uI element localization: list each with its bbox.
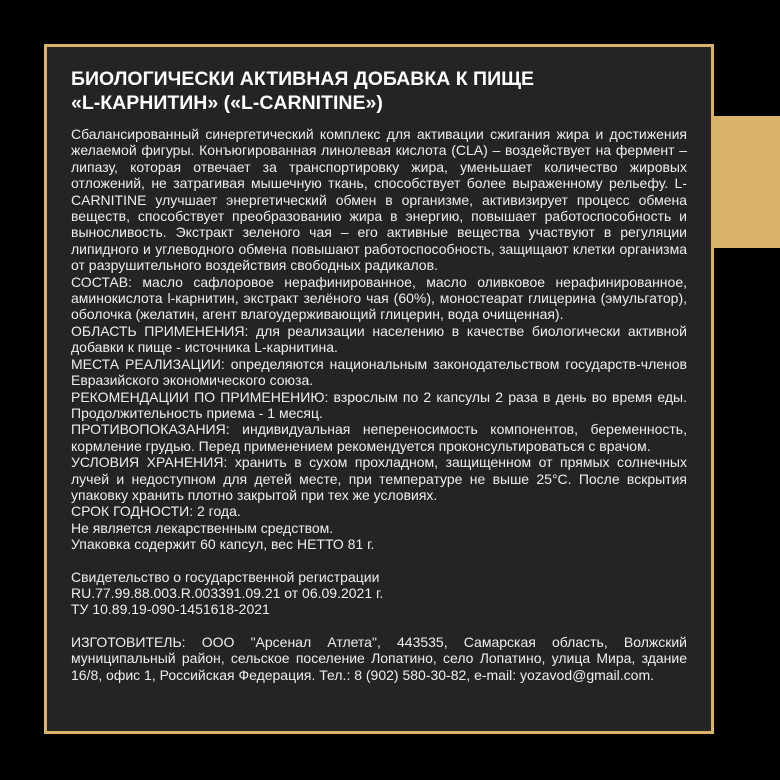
- manufacturer-paragraph: ИЗГОТОВИТЕЛЬ: ООО "Арсенал Атлета", 443535, Самарская область, Волжский муниципальный район, сельское поселение Лопатино, село Лопатино, улица Мира, здание 16/8, офис 1, Российская Федерация. Тел.: 8 (902) 580-30-82, e-mail: yozavod@gmail.com.: [71, 633, 687, 683]
- not-medicine-line: Не является лекарственным средством.: [71, 519, 334, 536]
- tu-line: ТУ 10.89.19-090-1451618-2021: [71, 601, 270, 618]
- title-line-1: БИОЛОГИЧЕСКИ АКТИВНАЯ ДОБАВКА К ПИЩЕ: [71, 68, 534, 90]
- title-line-2: «L-КАРНИТИН» («L-CARNITINE»): [71, 92, 383, 114]
- gold-accent-tab: [708, 116, 780, 248]
- storage-paragraph: УСЛОВИЯ ХРАНЕНИЯ: хранить в сухом прохладном, защищенном от прямых солнечных лучей и недоступном для детей месте, при температуре не выше 25°С. После вскрытия упаковку хранить плотно закрытой при тех же условиях.: [71, 454, 687, 503]
- label-content: [71, 67, 687, 683]
- label-body: [71, 126, 687, 683]
- shelf-life-line: СРОК ГОДНОСТИ: 2 года.: [71, 503, 241, 520]
- application-paragraph: ОБЛАСТЬ ПРИМЕНЕНИЯ: для реализации населению в качестве биологически активной добавки к пище - источника L-карнитина.: [71, 322, 687, 356]
- registration-number: RU.77.99.88.003.R.003391.09.21 от 06.09.2021 г.: [71, 584, 384, 601]
- contraindications-paragraph: ПРОТИВОПОКАЗАНИЯ: индивидуальная непереносимость компонентов, беременность, кормление грудью. Перед применением рекомендуется проконсультироваться с врачом.: [71, 421, 687, 454]
- places-paragraph: МЕСТА РЕАЛИЗАЦИИ: определяются национальным законодательством государств-членов Евразийского экономического союза.: [71, 355, 687, 389]
- usage-paragraph: РЕКОМЕНДАЦИИ ПО ПРИМЕНЕНИЮ: взрослым по 2 капсулы 2 раза в день во время еды. Продолжительность приема - 1 месяц.: [71, 388, 687, 421]
- spacer: [71, 553, 687, 569]
- product-title: [71, 67, 687, 115]
- composition-paragraph: СОСТАВ: масло сафлоровое нерафинированное, масло оливковое нерафинированное, аминокислота l-карнитин, экстракт зелёного чая (60%), моностеарат глицерина (эмульгатор), оболочка (желатин, агент влагоудерживающий глицерин, вода очищенная).: [71, 273, 687, 323]
- spacer: [71, 618, 687, 634]
- registration-label: Свидетельство о государственной регистрации: [71, 568, 380, 585]
- label-panel: [44, 44, 714, 734]
- description-paragraph: Сбалансированный синергетический комплекс для активации сжигания жира и достижения желаемой фигуры. Конъюгированная линолевая кислота (CLA) – воздействует на фермент – липазу, которая отвечает за транспортировку жира, уменьшает количество жировых отложений, не затрагивая мышечную ткань, способствует более выраженному рельефу. L-CARNITINE улучшает энергетический обмен в организме, активизирует процесс обмена веществ, способствует преобразованию жира в энергию, повышает работоспособность и выносливость. Экстракт зеленого чая – его активные вещества участвуют в регуляции липидного и углеводного обмена повышают работоспособность, защищают клетки организма от разрушительного воздействия свободных радикалов.: [71, 126, 687, 274]
- package-line: Упаковка содержит 60 капсул, вес НЕТТО 81 г.: [71, 536, 375, 553]
